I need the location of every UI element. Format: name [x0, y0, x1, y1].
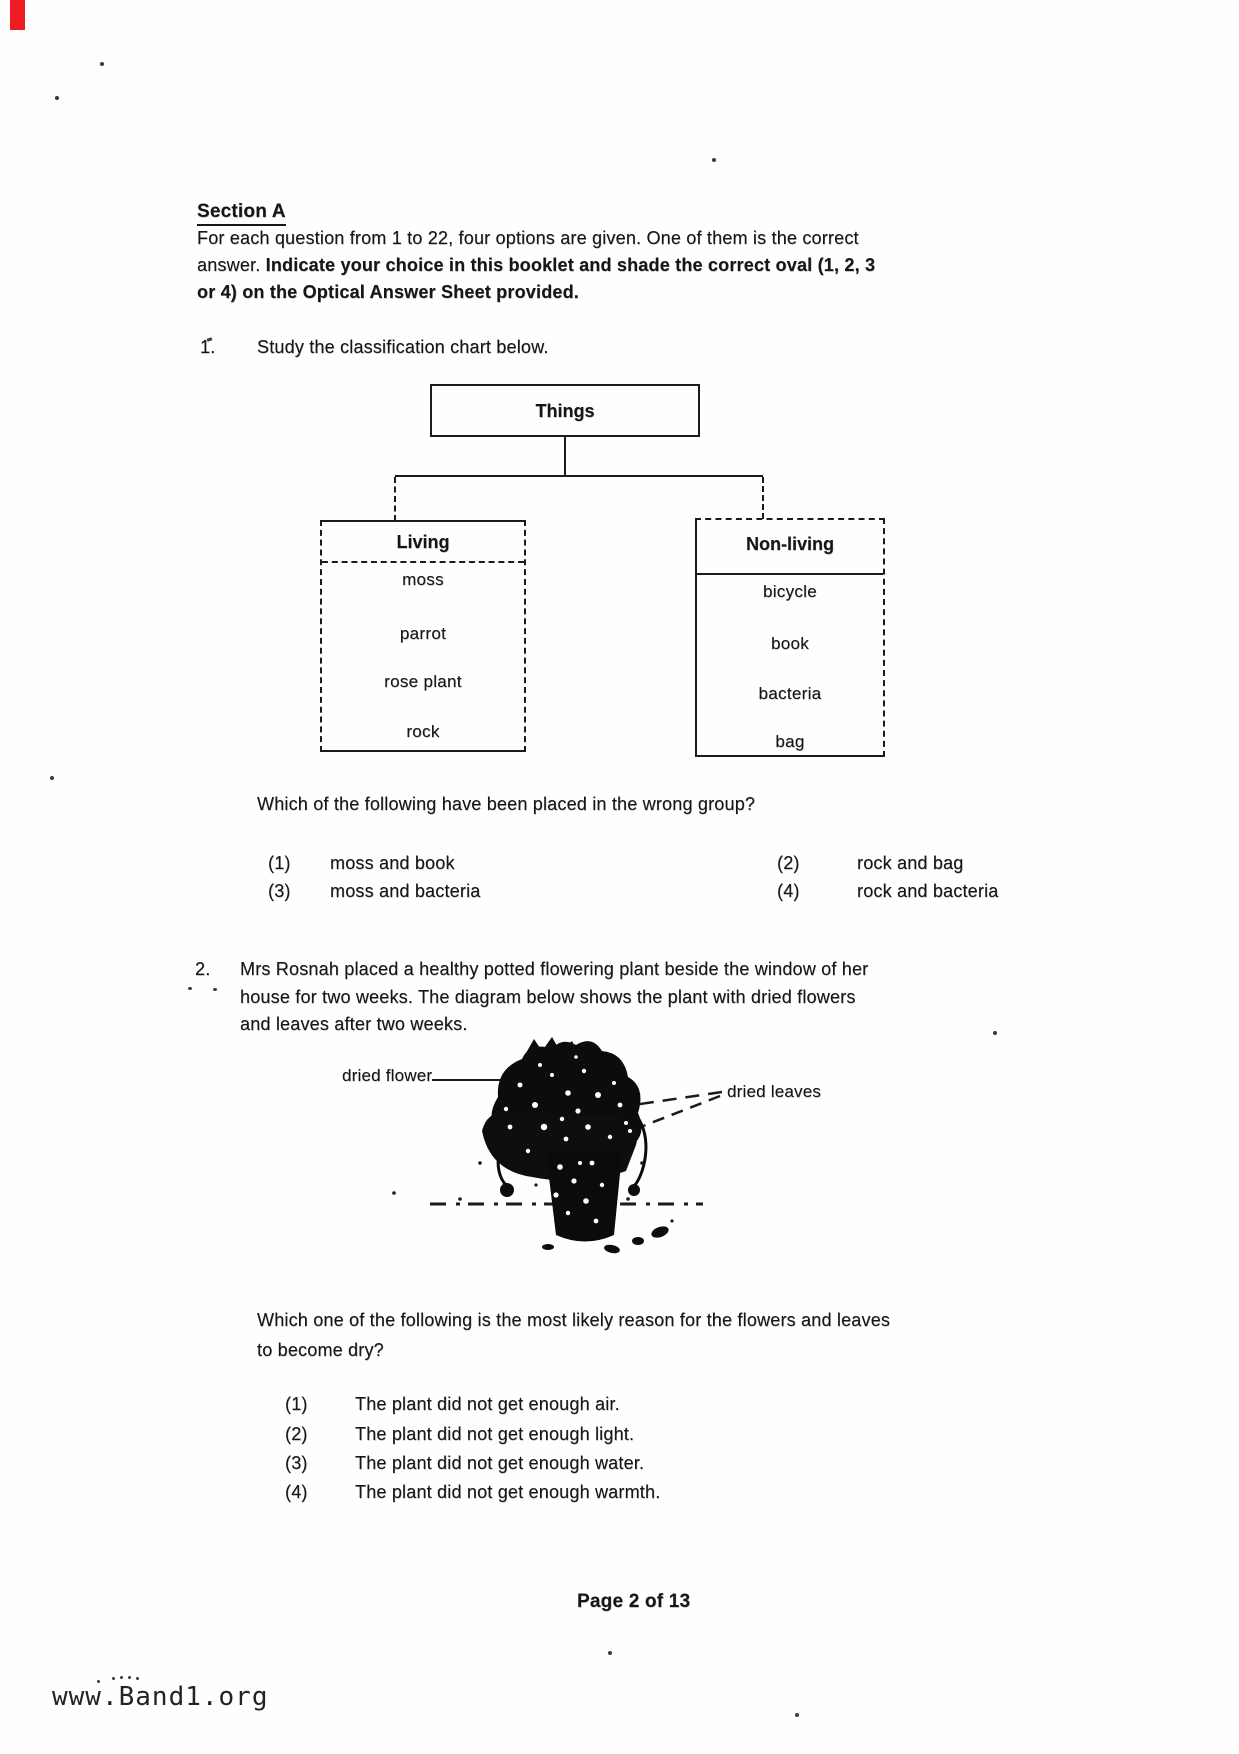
- red-scan-mark: [10, 0, 25, 30]
- chart-living-divider: [322, 561, 524, 563]
- chart-living-item: rose plant: [384, 672, 462, 691]
- dried-flower-label: dried flower: [342, 1066, 433, 1085]
- chart-living-box: [320, 520, 526, 752]
- q2-option-2-text: The plant did not get enough light.: [355, 1424, 635, 1444]
- q2-option-4-num: (4): [285, 1482, 308, 1502]
- chart-nonliving-item: book: [770, 634, 810, 653]
- instructions-line-3: or 4) on the Optical Answer Sheet provided.: [197, 282, 579, 302]
- q1-option-3-num: (3): [268, 881, 291, 901]
- q2-option-1-num: (1): [285, 1394, 308, 1414]
- section-heading: Section A: [197, 200, 286, 226]
- scan-speck: [50, 776, 54, 780]
- instructions-line-2-bold: Indicate your choice in this booklet and shade the correct oval (1, 2, 3: [265, 255, 876, 275]
- chart-nonliving-item: bicycle: [762, 582, 818, 601]
- scan-speck: [608, 1651, 612, 1655]
- chart-nonliving-box: [695, 518, 885, 757]
- connector-horizontal: [395, 475, 763, 477]
- connector-vertical-root: [564, 436, 566, 476]
- q2-question-line: Which one of the following is the most likely reason for the flowers and leaves: [257, 1310, 891, 1330]
- connector-vertical-left: [394, 477, 396, 521]
- scan-speck: [712, 158, 716, 162]
- scan-speck: [112, 1677, 115, 1680]
- q1-option-3-text: moss and bacteria: [330, 881, 481, 901]
- chart-living-item: moss: [402, 570, 444, 589]
- q2-option-3-num: (3): [285, 1453, 308, 1473]
- q1-prompt: Study the classification chart below.: [257, 337, 549, 357]
- instructions-line-2-prefix: answer.: [197, 255, 266, 275]
- q1-option-2-text: rock and bag: [857, 853, 964, 873]
- q1-option-4-text: rock and bacteria: [857, 881, 999, 901]
- q1-option-1-num: (1): [268, 853, 291, 873]
- scan-speck: [795, 1713, 799, 1717]
- q1-option-1-text: moss and book: [330, 853, 455, 873]
- chart-living-item: rock: [406, 722, 440, 741]
- chart-nonliving-item: bag: [775, 732, 805, 751]
- instructions-line-1: For each question from 1 to 22, four options are given. One of them is the correct: [197, 228, 859, 248]
- instructions-line-2: [197, 254, 875, 277]
- plant-foliage: [392, 1037, 673, 1255]
- website-watermark: www.Band1.org: [52, 1682, 269, 1712]
- chart-root-box: [430, 384, 700, 437]
- chart-nonliving-item: bacteria: [758, 684, 822, 703]
- q1-number: 1.: [200, 337, 216, 357]
- connector-vertical-right: [762, 477, 764, 519]
- q2-option-1-text: The plant did not get enough air.: [355, 1394, 620, 1414]
- chart-nonliving-label: Non-living: [746, 534, 834, 554]
- scan-speck: [120, 1676, 123, 1679]
- q2-option-4-text: The plant did not get enough warmth.: [355, 1482, 661, 1502]
- q2-prompt-line: Mrs Rosnah placed a healthy potted flowering plant beside the window of her: [240, 959, 869, 979]
- scan-speck: [188, 987, 192, 990]
- page-number-footer: Page 2 of 13: [577, 1591, 691, 1612]
- q2-question-line: to become dry?: [257, 1340, 384, 1360]
- q2-option-2-num: (2): [285, 1424, 308, 1444]
- q2-option-3-text: The plant did not get enough water.: [355, 1453, 645, 1473]
- q2-prompt-line: house for two weeks. The diagram below shows the plant with dried flowers: [240, 987, 856, 1007]
- dried-leaves-label: dried leaves: [727, 1082, 822, 1101]
- q1-option-4-num: (4): [777, 881, 800, 901]
- scan-speck: [136, 1677, 139, 1680]
- q2-prompt-line: and leaves after two weeks.: [240, 1014, 468, 1034]
- chart-living-label: Living: [396, 532, 450, 552]
- chart-living-item: parrot: [399, 624, 447, 643]
- scan-speck: [55, 96, 59, 100]
- q2-number: 2.: [195, 959, 211, 979]
- chart-nonliving-divider: [697, 573, 883, 575]
- q1-question: Which of the following have been placed in the wrong group?: [257, 794, 756, 814]
- chart-root-label: Things: [535, 401, 595, 421]
- scan-speck: [128, 1676, 131, 1679]
- q1-option-2-num: (2): [777, 853, 800, 873]
- scan-speck: [100, 62, 104, 66]
- scan-speck: [993, 1031, 997, 1035]
- scan-speck: [213, 988, 217, 991]
